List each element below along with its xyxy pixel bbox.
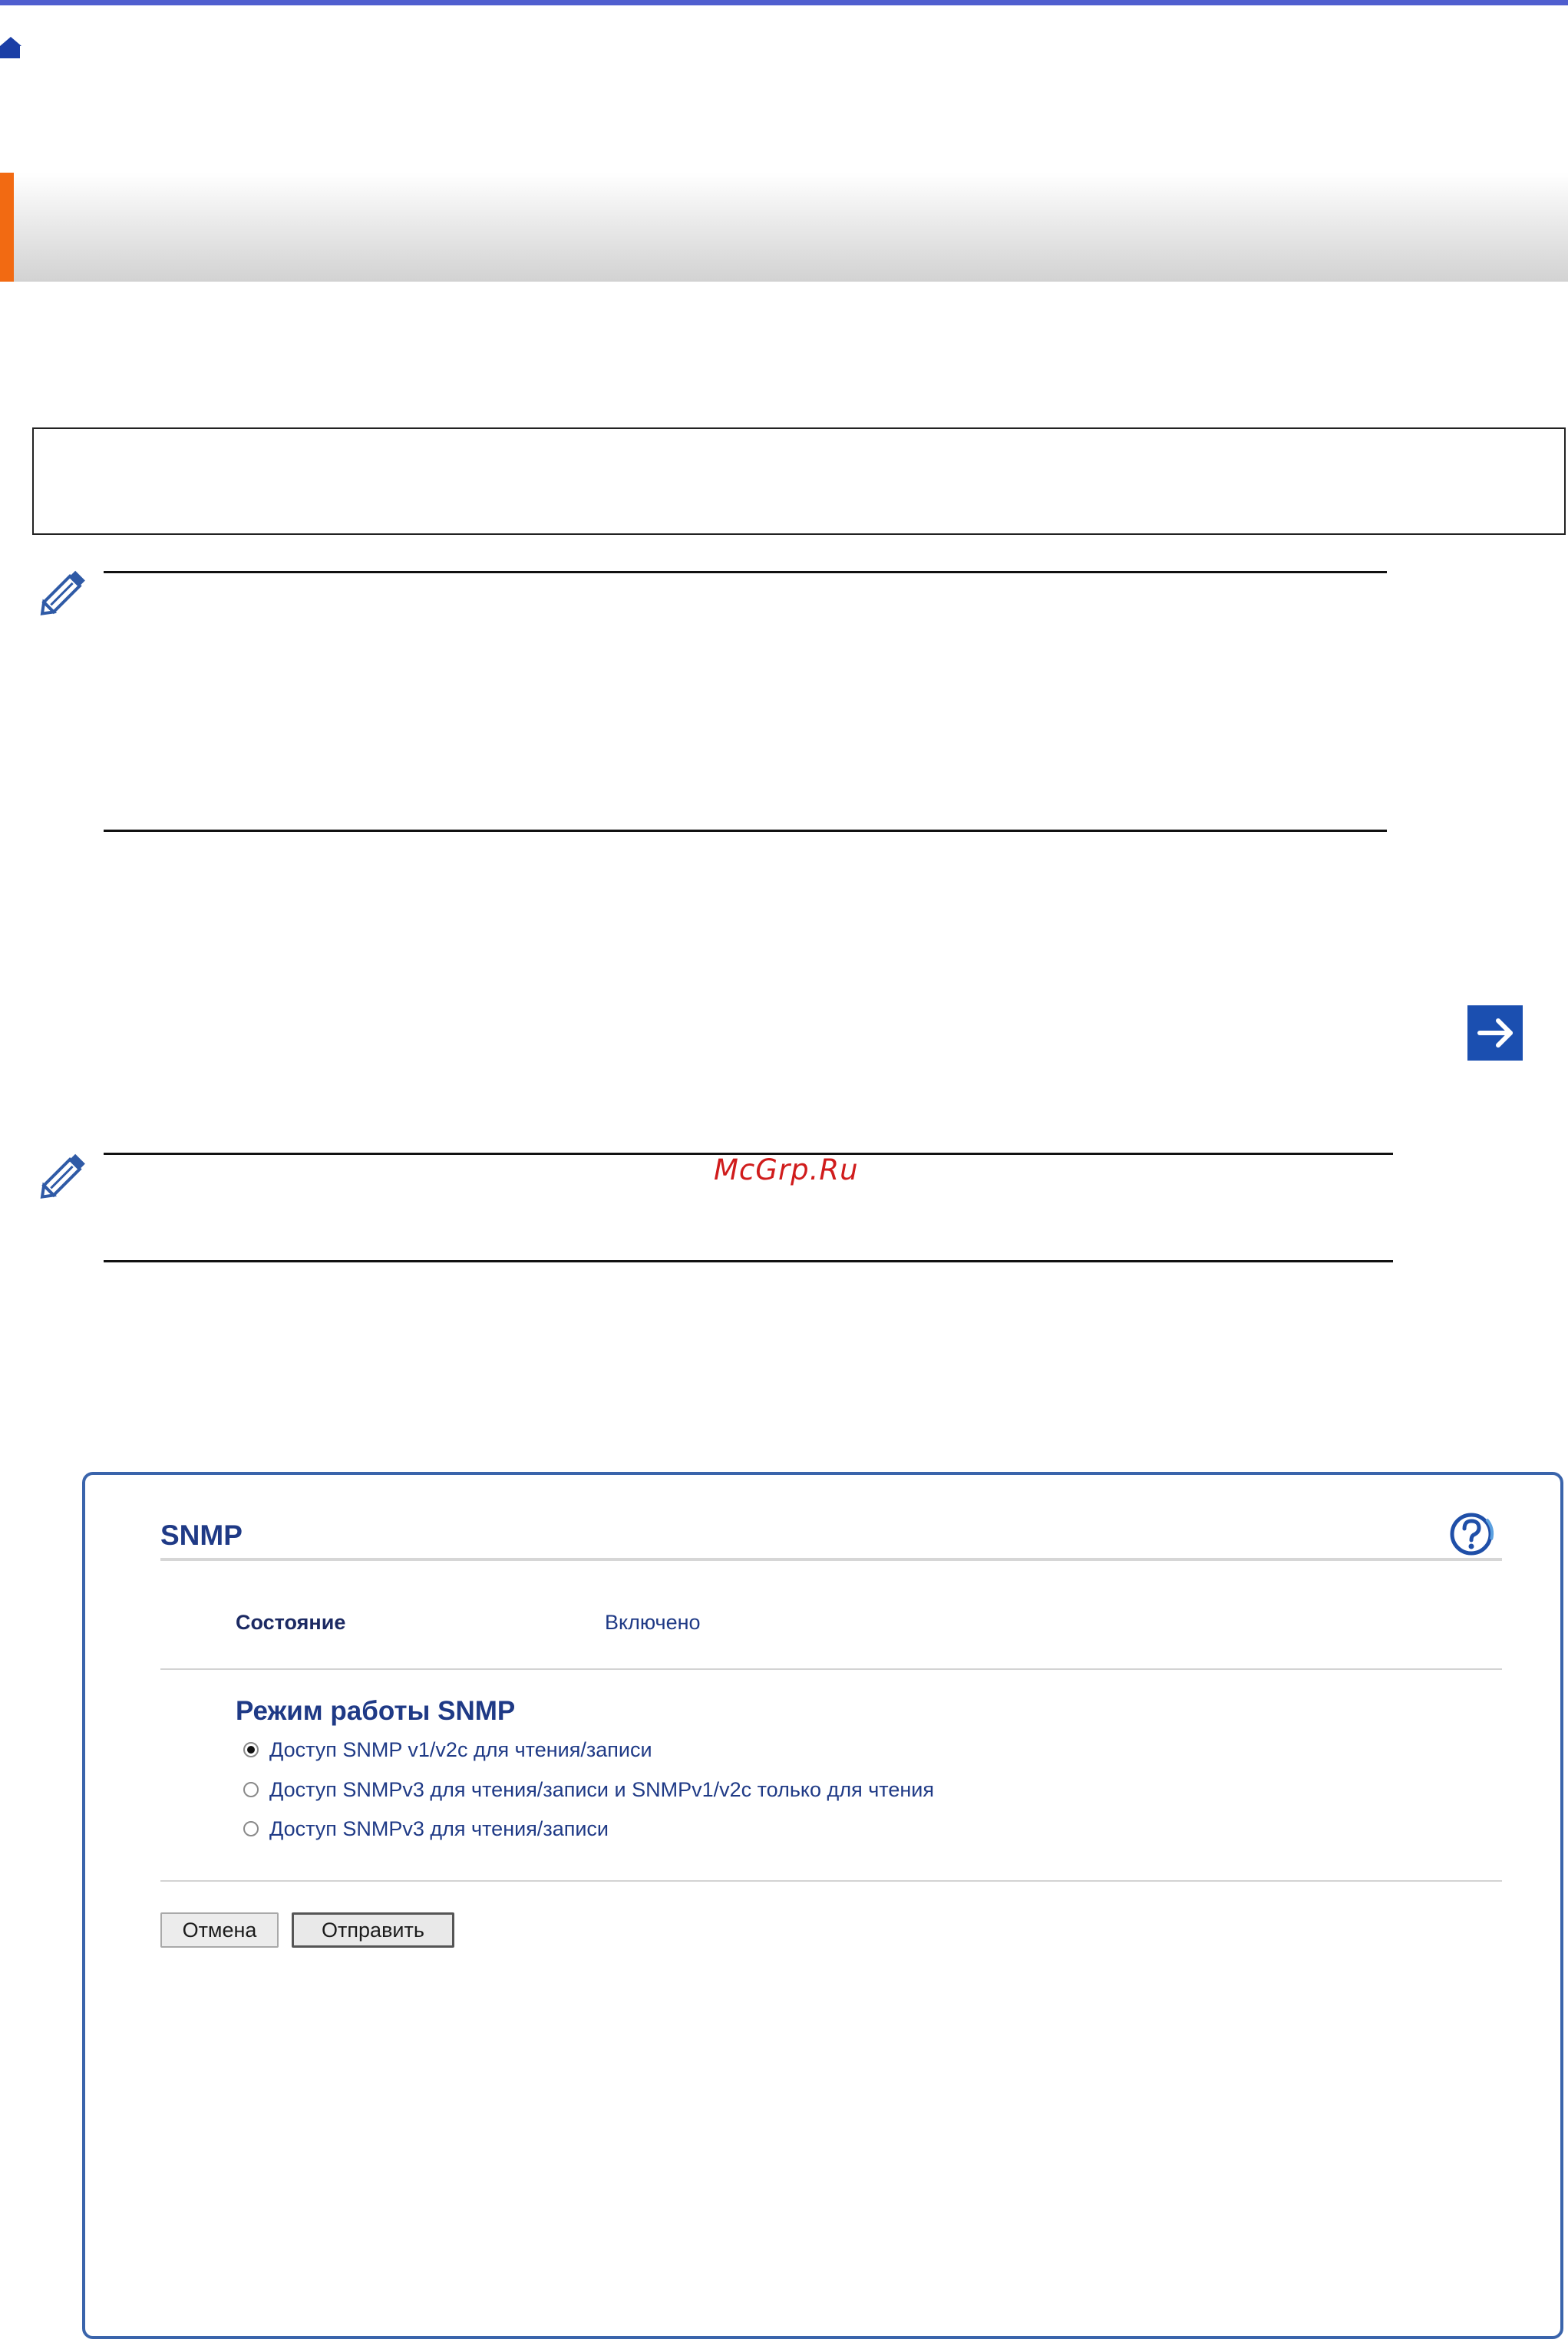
cancel-button[interactable]: Отмена xyxy=(160,1912,279,1948)
status-value: Включено xyxy=(605,1611,701,1634)
watermark-text: McGrp.Ru xyxy=(714,1153,859,1186)
pencil-icon xyxy=(32,560,97,625)
radio-label: Доступ SNMPv3 для чтения/записи и SNMPv1/v2c только для чтения xyxy=(269,1777,934,1801)
arrow-right-icon[interactable] xyxy=(1467,1005,1523,1061)
title-accent xyxy=(0,173,14,282)
section-separator xyxy=(160,1880,1502,1882)
radio-option-v3-rw[interactable] xyxy=(243,1813,609,1844)
radio-button[interactable] xyxy=(243,1782,259,1797)
title-separator xyxy=(160,1558,1502,1561)
home-icon[interactable] xyxy=(0,35,21,61)
note-bottom-rule xyxy=(104,830,1387,832)
top-accent-bar xyxy=(0,0,1568,5)
submit-button[interactable]: Отправить xyxy=(292,1912,454,1948)
radio-button[interactable] xyxy=(243,1821,259,1836)
note-top-rule xyxy=(104,571,1387,573)
boxed-instruction xyxy=(32,427,1566,535)
question-icon[interactable] xyxy=(1448,1510,1496,1558)
page-title-band xyxy=(0,173,1568,282)
note-bottom-rule xyxy=(104,1260,1393,1262)
status-label: Состояние xyxy=(236,1611,346,1634)
pencil-icon xyxy=(32,1143,97,1208)
radio-label: Доступ SNMPv3 для чтения/записи xyxy=(269,1816,609,1840)
section-separator xyxy=(160,1668,1502,1670)
radio-option-v3rw-v1v2c-ro[interactable] xyxy=(243,1774,934,1805)
radio-option-v1v2c-rw[interactable] xyxy=(243,1734,652,1765)
snmp-mode-heading: Режим работы SNMP xyxy=(236,1696,516,1726)
radio-label: Доступ SNMP v1/v2c для чтения/записи xyxy=(269,1737,652,1761)
radio-button[interactable] xyxy=(243,1742,259,1757)
snmp-settings-panel xyxy=(82,1472,1563,2339)
panel-title: SNMP xyxy=(160,1519,243,1551)
